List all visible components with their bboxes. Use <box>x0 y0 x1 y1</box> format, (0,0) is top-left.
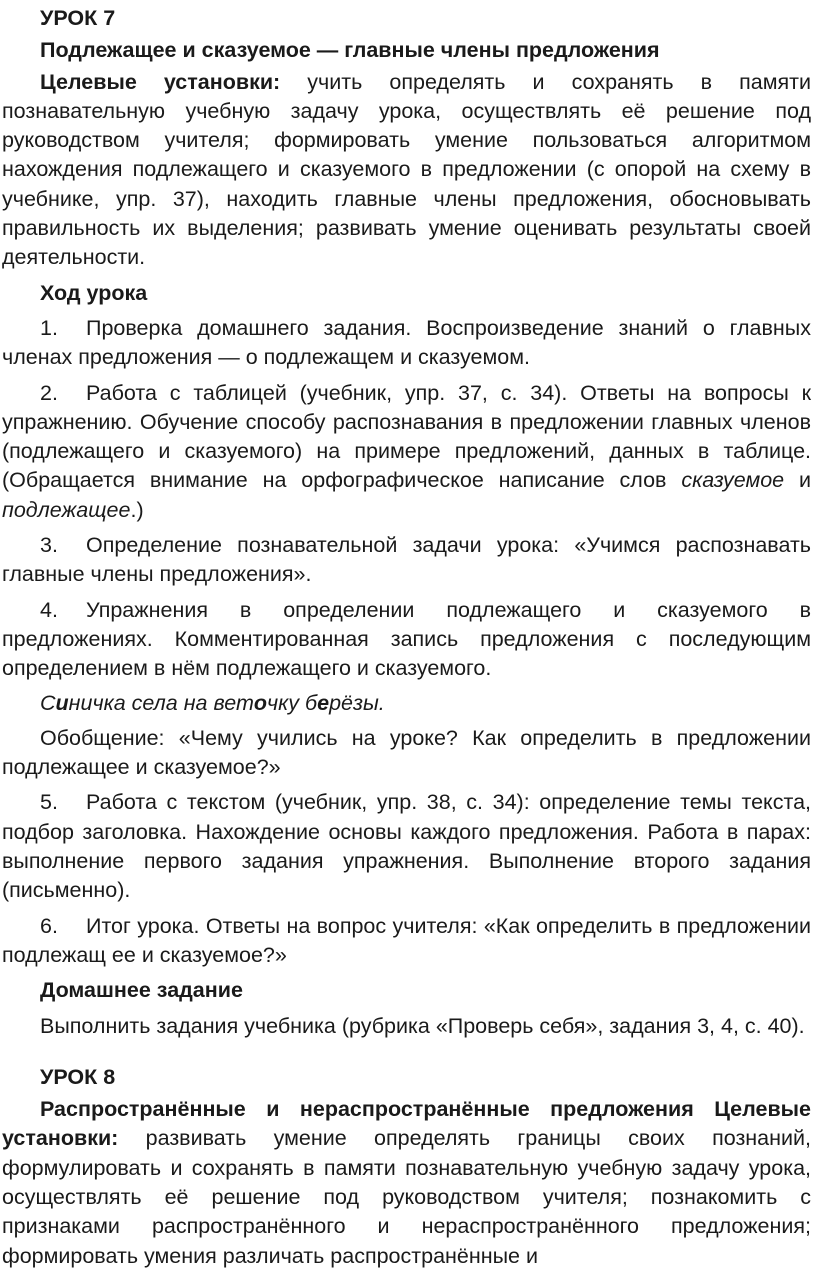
goals-text: развивать умение определять границы своих познаний, формулировать и сохранять в памяти познавательную учебную задачу урока, осуществлять её решение под руководством учителя; познакомить с признаками распространённого и нераспространённого предложения; формировать умения различать распространённые и <box>2 1126 811 1268</box>
example-part: рёзы. <box>329 690 385 715</box>
lesson-7-topic: Подлежащее и сказуемое — главные члены предложения <box>40 38 660 63</box>
italic-word: подлежащее <box>2 497 131 522</box>
example-highlight: и <box>55 690 69 715</box>
item-number: 3. <box>40 533 58 558</box>
item-text: Итог урока. Ответы на вопрос учителя: «Как определить в предложении подлежащ ее и сказуемое?» <box>2 913 811 967</box>
item-text: Упражнения в определении подлежащего и сказуемого в предложениях. Комментированная запись предложения с последующим определением в нём подлежащего и сказуемого. <box>2 597 811 681</box>
example-highlight: о <box>253 690 267 715</box>
lesson-8-goals <box>2 1095 811 1271</box>
list-item <box>2 379 811 525</box>
italic-word: сказуемое <box>681 468 785 493</box>
item-number: 6. <box>40 913 58 938</box>
lesson-7-goals <box>2 68 811 273</box>
example-sentence <box>2 689 811 718</box>
lesson-8-topic-goals-label: Распространённые и нераспространённые предложения Целевые установки: <box>2 1097 811 1151</box>
list-item <box>2 596 811 684</box>
item-number: 5. <box>40 790 58 815</box>
item-number: 4. <box>40 597 58 622</box>
item-text: Определение познавательной задачи урока: «Учимся распознавать главные члены предложения». <box>2 533 811 587</box>
example-part: ничка села на вет <box>68 690 254 715</box>
homework-text: Выполнить задания учебника (рубрика «Проверь себя», задания 3, 4, с. 40). <box>40 1013 805 1038</box>
lesson-7-title: УРОК 7 <box>40 6 116 30</box>
item-number: 1. <box>40 315 58 340</box>
example-highlight: е <box>317 690 330 715</box>
lesson-8-title: УРОК 8 <box>40 1064 116 1089</box>
example-part: С <box>40 690 56 715</box>
lesson-progress-heading: Ход урока <box>40 280 148 305</box>
list-item <box>2 912 811 971</box>
item-number: 2. <box>40 380 58 405</box>
item-text: Работа с текстом (учебник, упр. 38, с. 34): определение темы текста, подбор заголовка. Нахождение основы каждого предложения. Работа в парах: выполнение первого задания упражнения. Выполнение второго задания (письменно). <box>2 790 811 903</box>
item-text: .) <box>130 497 144 522</box>
list-item <box>2 531 811 590</box>
item-text: и <box>784 468 811 493</box>
goals-text: учить определять и сохранять в памяти познавательную учебную задачу урока, осуществлять её решение под руководством учителя; формировать умение пользоваться алгоритмом нахождения подлежащего и сказуемого в предложении (с опорой на схему в учебнике, упр. 37), находить главные члены предложения, обосновывать правильность их выделения; развивать умение оценивать результаты своей деятельности. <box>2 69 811 270</box>
item-text: Работа с таблицей (учебник, упр. 37, с. 34). Ответы на вопросы к упражнению. Обучение способу распознавания в предложении главных членов (подлежащего и сказуемого) на примере предложений, данных в таблице. (Обращается внимание на орфографическое написание слов <box>2 380 811 493</box>
list-item <box>2 788 811 905</box>
homework-heading: Домашнее задание <box>40 978 243 1003</box>
list-item <box>2 314 811 373</box>
item-text: Проверка домашнего задания. Воспроизведение знаний о главных членах предложения — о подлежащем и сказуемом. <box>2 315 811 370</box>
summary-paragraph: Обобщение: «Чему учились на уроке? Как определить в предложении подлежащее и сказуемое?» <box>2 725 811 780</box>
goals-label: Целевые установки: <box>40 69 281 94</box>
example-part: чку б <box>267 690 318 715</box>
